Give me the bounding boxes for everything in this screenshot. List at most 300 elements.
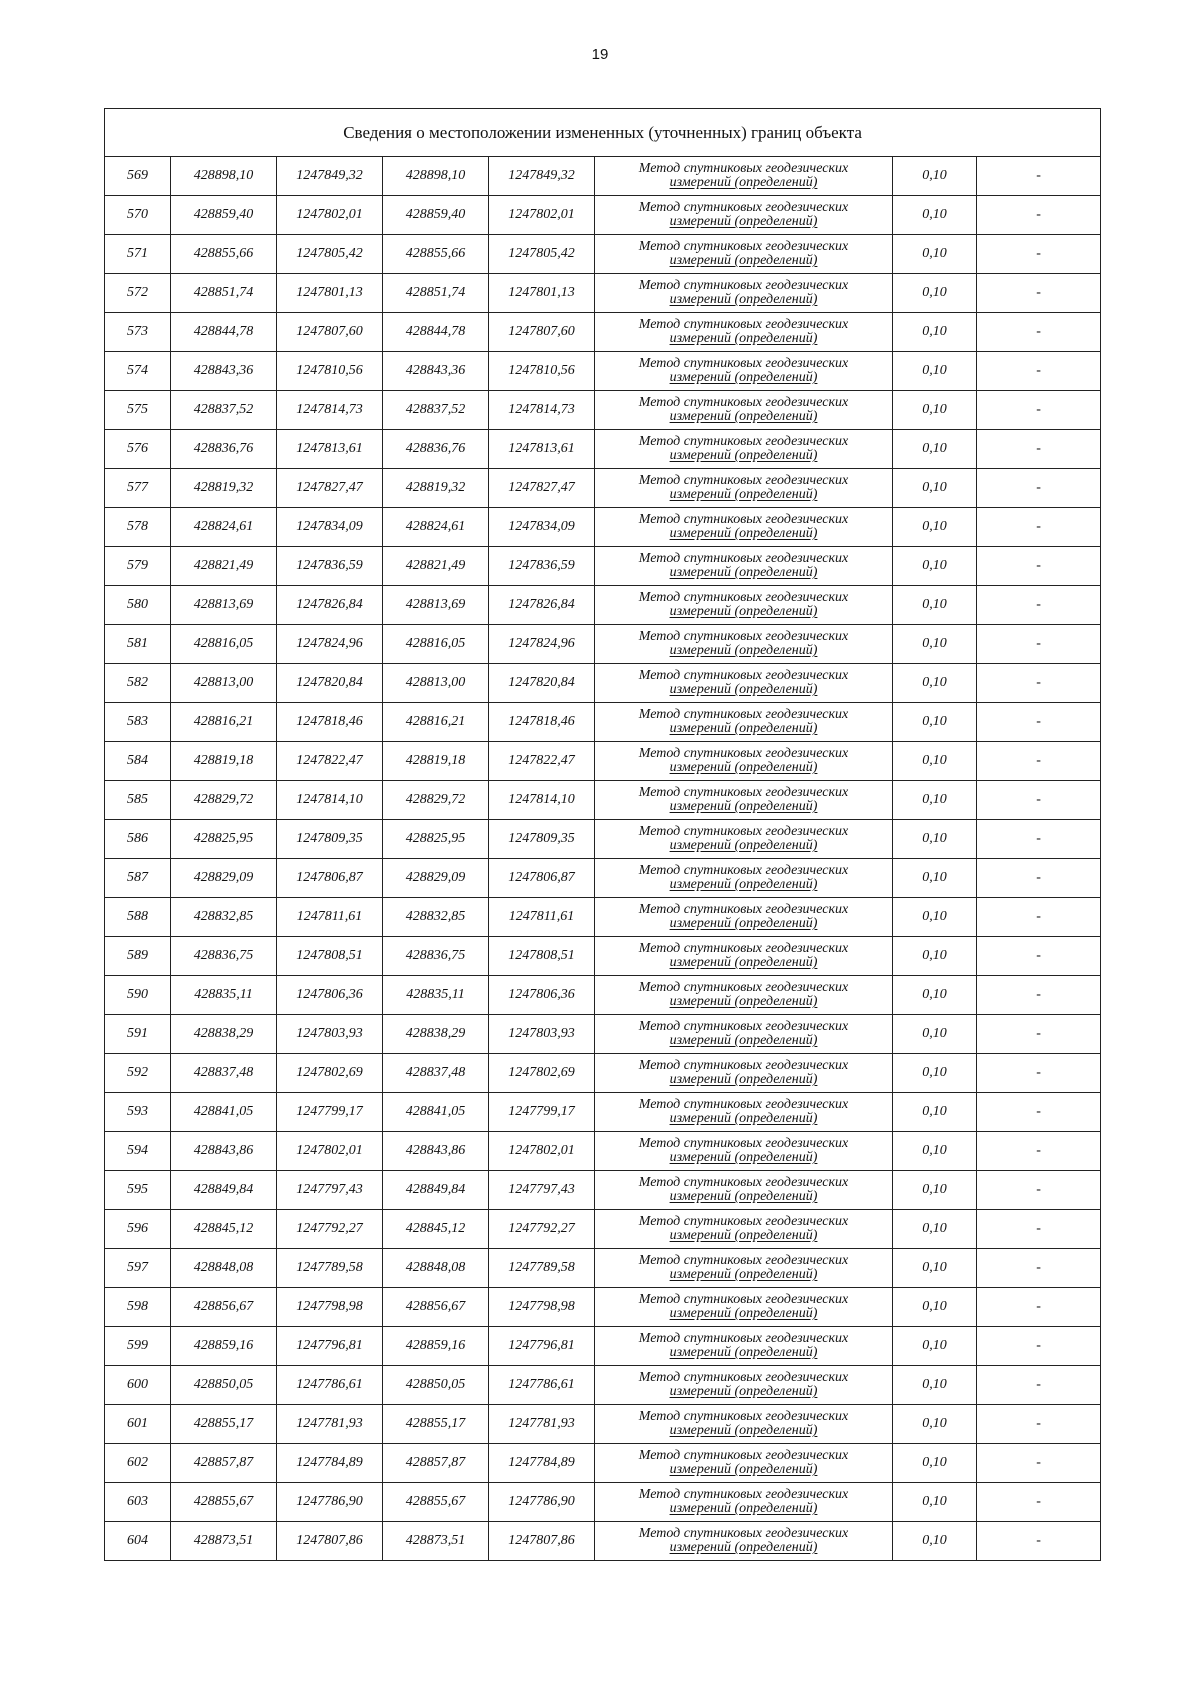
note-cell: - [977, 1210, 1101, 1249]
y-existing-cell: 1247814,10 [277, 781, 383, 820]
x-new-cell: 428855,17 [383, 1405, 489, 1444]
method-cell [595, 625, 893, 664]
method-line-1: Метод спутниковых геодезических [638, 1526, 849, 1541]
point-number-cell: 601 [105, 1405, 171, 1444]
method-line-2: измерений (определений) [669, 565, 818, 580]
x-new-cell: 428816,05 [383, 625, 489, 664]
x-existing-cell: 428821,49 [171, 547, 277, 586]
method-line-2: измерений (определений) [669, 682, 818, 697]
note-cell: - [977, 586, 1101, 625]
y-existing-cell: 1247849,32 [277, 157, 383, 196]
y-new-cell: 1247820,84 [489, 664, 595, 703]
table-row [105, 586, 1101, 625]
method-cell [595, 235, 893, 274]
x-new-cell: 428829,09 [383, 859, 489, 898]
point-number-cell: 572 [105, 274, 171, 313]
point-number-cell: 586 [105, 820, 171, 859]
x-existing-cell: 428843,86 [171, 1132, 277, 1171]
method-line-1: Метод спутниковых геодезических [638, 161, 849, 176]
y-existing-cell: 1247827,47 [277, 469, 383, 508]
note-cell: - [977, 898, 1101, 937]
table-row [105, 859, 1101, 898]
point-number-cell: 577 [105, 469, 171, 508]
method-cell [595, 1405, 893, 1444]
y-existing-cell: 1247802,69 [277, 1054, 383, 1093]
x-new-cell: 428850,05 [383, 1366, 489, 1405]
method-line-1: Метод спутниковых геодезических [638, 356, 849, 371]
method-cell [595, 547, 893, 586]
table-row [105, 1015, 1101, 1054]
x-existing-cell: 428844,78 [171, 313, 277, 352]
accuracy-cell: 0,10 [893, 586, 977, 625]
method-line-1: Метод спутниковых геодезических [638, 200, 849, 215]
x-new-cell: 428819,32 [383, 469, 489, 508]
method-line-1: Метод спутниковых геодезических [638, 1331, 849, 1346]
x-existing-cell: 428845,12 [171, 1210, 277, 1249]
note-cell: - [977, 1327, 1101, 1366]
table-row [105, 664, 1101, 703]
y-new-cell: 1247789,58 [489, 1249, 595, 1288]
method-cell [595, 469, 893, 508]
note-cell: - [977, 547, 1101, 586]
table-row [105, 781, 1101, 820]
accuracy-cell: 0,10 [893, 1522, 977, 1561]
method-line-2: измерений (определений) [669, 838, 818, 853]
x-new-cell: 428813,00 [383, 664, 489, 703]
method-line-2: измерений (определений) [669, 1345, 818, 1360]
x-existing-cell: 428837,48 [171, 1054, 277, 1093]
method-cell [595, 898, 893, 937]
x-new-cell: 428835,11 [383, 976, 489, 1015]
table-row [105, 976, 1101, 1015]
x-new-cell: 428849,84 [383, 1171, 489, 1210]
boundary-coordinates-table [104, 108, 1101, 1561]
y-existing-cell: 1247792,27 [277, 1210, 383, 1249]
point-number-cell: 578 [105, 508, 171, 547]
x-new-cell: 428837,48 [383, 1054, 489, 1093]
accuracy-cell: 0,10 [893, 859, 977, 898]
method-cell [595, 508, 893, 547]
x-new-cell: 428819,18 [383, 742, 489, 781]
x-new-cell: 428838,29 [383, 1015, 489, 1054]
accuracy-cell: 0,10 [893, 1405, 977, 1444]
y-existing-cell: 1247807,60 [277, 313, 383, 352]
accuracy-cell: 0,10 [893, 1015, 977, 1054]
x-new-cell: 428816,21 [383, 703, 489, 742]
x-existing-cell: 428824,61 [171, 508, 277, 547]
x-new-cell: 428855,66 [383, 235, 489, 274]
point-number-cell: 594 [105, 1132, 171, 1171]
method-cell [595, 1249, 893, 1288]
method-line-1: Метод спутниковых геодезических [638, 785, 849, 800]
point-number-cell: 590 [105, 976, 171, 1015]
method-cell [595, 274, 893, 313]
method-line-2: измерений (определений) [669, 331, 818, 346]
accuracy-cell: 0,10 [893, 391, 977, 430]
method-line-1: Метод спутниковых геодезических [638, 1448, 849, 1463]
table-row [105, 1366, 1101, 1405]
method-line-1: Метод спутниковых геодезических [638, 1097, 849, 1112]
method-line-2: измерений (определений) [669, 1228, 818, 1243]
note-cell: - [977, 1444, 1101, 1483]
method-line-2: измерений (определений) [669, 1189, 818, 1204]
accuracy-cell: 0,10 [893, 898, 977, 937]
y-existing-cell: 1247813,61 [277, 430, 383, 469]
method-line-2: измерений (определений) [669, 799, 818, 814]
x-existing-cell: 428816,21 [171, 703, 277, 742]
note-cell: - [977, 1483, 1101, 1522]
x-existing-cell: 428850,05 [171, 1366, 277, 1405]
note-cell: - [977, 352, 1101, 391]
note-cell: - [977, 313, 1101, 352]
x-new-cell: 428859,16 [383, 1327, 489, 1366]
accuracy-cell: 0,10 [893, 1210, 977, 1249]
note-cell: - [977, 1249, 1101, 1288]
accuracy-cell: 0,10 [893, 1132, 977, 1171]
page-number: 19 [591, 46, 609, 63]
y-existing-cell: 1247801,13 [277, 274, 383, 313]
x-existing-cell: 428848,08 [171, 1249, 277, 1288]
accuracy-cell: 0,10 [893, 274, 977, 313]
note-cell: - [977, 820, 1101, 859]
y-new-cell: 1247786,61 [489, 1366, 595, 1405]
method-line-1: Метод спутниковых геодезических [638, 1292, 849, 1307]
x-new-cell: 428825,95 [383, 820, 489, 859]
note-cell: - [977, 157, 1101, 196]
accuracy-cell: 0,10 [893, 742, 977, 781]
method-line-2: измерений (определений) [669, 175, 818, 190]
y-new-cell: 1247809,35 [489, 820, 595, 859]
point-number-cell: 596 [105, 1210, 171, 1249]
method-cell [595, 1522, 893, 1561]
accuracy-cell: 0,10 [893, 1093, 977, 1132]
point-number-cell: 603 [105, 1483, 171, 1522]
table-row [105, 1288, 1101, 1327]
x-existing-cell: 428856,67 [171, 1288, 277, 1327]
method-cell [595, 313, 893, 352]
x-new-cell: 428841,05 [383, 1093, 489, 1132]
table-row [105, 235, 1101, 274]
x-existing-cell: 428838,29 [171, 1015, 277, 1054]
x-existing-cell: 428819,18 [171, 742, 277, 781]
method-line-2: измерений (определений) [669, 409, 818, 424]
method-line-2: измерений (определений) [669, 1111, 818, 1126]
method-cell [595, 703, 893, 742]
accuracy-cell: 0,10 [893, 976, 977, 1015]
accuracy-cell: 0,10 [893, 469, 977, 508]
method-line-1: Метод спутниковых геодезических [638, 863, 849, 878]
method-line-1: Метод спутниковых геодезических [638, 239, 849, 254]
accuracy-cell: 0,10 [893, 937, 977, 976]
method-cell [595, 742, 893, 781]
method-line-2: измерений (определений) [669, 253, 818, 268]
y-existing-cell: 1247802,01 [277, 196, 383, 235]
method-line-2: измерений (определений) [669, 1267, 818, 1282]
y-existing-cell: 1247824,96 [277, 625, 383, 664]
table-title: Сведения о местоположении измененных (уточненных) границ объекта [105, 109, 1101, 157]
table-row [105, 625, 1101, 664]
method-line-2: измерений (определений) [669, 994, 818, 1009]
y-existing-cell: 1247798,98 [277, 1288, 383, 1327]
table-row [105, 1249, 1101, 1288]
method-line-2: измерений (определений) [669, 604, 818, 619]
note-cell: - [977, 976, 1101, 1015]
y-existing-cell: 1247799,17 [277, 1093, 383, 1132]
y-existing-cell: 1247806,87 [277, 859, 383, 898]
method-cell [595, 157, 893, 196]
y-new-cell: 1247822,47 [489, 742, 595, 781]
method-line-1: Метод спутниковых геодезических [638, 1253, 849, 1268]
x-new-cell: 428836,75 [383, 937, 489, 976]
method-cell [595, 781, 893, 820]
y-new-cell: 1247827,47 [489, 469, 595, 508]
y-new-cell: 1247792,27 [489, 1210, 595, 1249]
table-row [105, 274, 1101, 313]
y-new-cell: 1247799,17 [489, 1093, 595, 1132]
x-new-cell: 428857,87 [383, 1444, 489, 1483]
x-existing-cell: 428829,09 [171, 859, 277, 898]
x-existing-cell: 428849,84 [171, 1171, 277, 1210]
y-existing-cell: 1247807,86 [277, 1522, 383, 1561]
note-cell: - [977, 1366, 1101, 1405]
point-number-cell: 602 [105, 1444, 171, 1483]
x-existing-cell: 428835,11 [171, 976, 277, 1015]
accuracy-cell: 0,10 [893, 508, 977, 547]
y-new-cell: 1247818,46 [489, 703, 595, 742]
method-line-1: Метод спутниковых геодезических [638, 668, 849, 683]
y-existing-cell: 1247797,43 [277, 1171, 383, 1210]
method-line-1: Метод спутниковых геодезических [638, 1214, 849, 1229]
method-line-2: измерений (определений) [669, 1072, 818, 1087]
note-cell: - [977, 235, 1101, 274]
method-cell [595, 937, 893, 976]
method-cell [595, 1366, 893, 1405]
table-row [105, 898, 1101, 937]
note-cell: - [977, 508, 1101, 547]
y-existing-cell: 1247784,89 [277, 1444, 383, 1483]
method-cell [595, 664, 893, 703]
y-existing-cell: 1247781,93 [277, 1405, 383, 1444]
y-new-cell: 1247797,43 [489, 1171, 595, 1210]
point-number-cell: 591 [105, 1015, 171, 1054]
y-existing-cell: 1247820,84 [277, 664, 383, 703]
x-existing-cell: 428855,17 [171, 1405, 277, 1444]
accuracy-cell: 0,10 [893, 1054, 977, 1093]
y-new-cell: 1247803,93 [489, 1015, 595, 1054]
method-line-1: Метод спутниковых геодезических [638, 824, 849, 839]
y-new-cell: 1247813,61 [489, 430, 595, 469]
y-new-cell: 1247805,42 [489, 235, 595, 274]
note-cell: - [977, 1015, 1101, 1054]
point-number-cell: 600 [105, 1366, 171, 1405]
y-existing-cell: 1247806,36 [277, 976, 383, 1015]
method-cell [595, 430, 893, 469]
method-line-2: измерений (определений) [669, 448, 818, 463]
method-line-1: Метод спутниковых геодезических [638, 512, 849, 527]
method-line-1: Метод спутниковых геодезических [638, 707, 849, 722]
x-existing-cell: 428898,10 [171, 157, 277, 196]
accuracy-cell: 0,10 [893, 1444, 977, 1483]
note-cell: - [977, 1171, 1101, 1210]
table-title-row [105, 109, 1101, 157]
x-existing-cell: 428816,05 [171, 625, 277, 664]
accuracy-cell: 0,10 [893, 625, 977, 664]
accuracy-cell: 0,10 [893, 1483, 977, 1522]
table-row [105, 1444, 1101, 1483]
y-new-cell: 1247806,36 [489, 976, 595, 1015]
point-number-cell: 582 [105, 664, 171, 703]
note-cell: - [977, 742, 1101, 781]
method-cell [595, 976, 893, 1015]
method-cell [595, 1093, 893, 1132]
point-number-cell: 580 [105, 586, 171, 625]
table-row [105, 1132, 1101, 1171]
method-line-1: Метод спутниковых геодезических [638, 746, 849, 761]
method-cell [595, 391, 893, 430]
method-line-1: Метод спутниковых геодезических [638, 1058, 849, 1073]
note-cell: - [977, 469, 1101, 508]
x-new-cell: 428873,51 [383, 1522, 489, 1561]
table-row [105, 1171, 1101, 1210]
y-new-cell: 1247801,13 [489, 274, 595, 313]
point-number-cell: 595 [105, 1171, 171, 1210]
table-row [105, 313, 1101, 352]
method-line-1: Метод спутниковых геодезических [638, 278, 849, 293]
method-line-2: измерений (определений) [669, 877, 818, 892]
x-existing-cell: 428836,76 [171, 430, 277, 469]
y-existing-cell: 1247809,35 [277, 820, 383, 859]
point-number-cell: 581 [105, 625, 171, 664]
point-number-cell: 604 [105, 1522, 171, 1561]
method-line-2: измерений (определений) [669, 370, 818, 385]
method-line-1: Метод спутниковых геодезических [638, 941, 849, 956]
point-number-cell: 570 [105, 196, 171, 235]
method-line-1: Метод спутниковых геодезических [638, 1487, 849, 1502]
y-new-cell: 1247784,89 [489, 1444, 595, 1483]
note-cell: - [977, 1288, 1101, 1327]
note-cell: - [977, 664, 1101, 703]
method-cell [595, 352, 893, 391]
y-existing-cell: 1247808,51 [277, 937, 383, 976]
x-existing-cell: 428819,32 [171, 469, 277, 508]
method-line-2: измерений (определений) [669, 760, 818, 775]
method-line-1: Метод спутниковых геодезических [638, 395, 849, 410]
x-existing-cell: 428843,36 [171, 352, 277, 391]
table-row [105, 508, 1101, 547]
y-new-cell: 1247807,60 [489, 313, 595, 352]
note-cell: - [977, 430, 1101, 469]
method-cell [595, 1132, 893, 1171]
x-existing-cell: 428851,74 [171, 274, 277, 313]
note-cell: - [977, 703, 1101, 742]
method-cell [595, 1015, 893, 1054]
x-new-cell: 428837,52 [383, 391, 489, 430]
y-existing-cell: 1247810,56 [277, 352, 383, 391]
table-row [105, 1522, 1101, 1561]
method-line-1: Метод спутниковых геодезических [638, 902, 849, 917]
y-existing-cell: 1247826,84 [277, 586, 383, 625]
x-existing-cell: 428855,67 [171, 1483, 277, 1522]
method-line-1: Метод спутниковых геодезических [638, 629, 849, 644]
y-new-cell: 1247810,56 [489, 352, 595, 391]
x-new-cell: 428821,49 [383, 547, 489, 586]
note-cell: - [977, 391, 1101, 430]
x-new-cell: 428855,67 [383, 1483, 489, 1522]
table-row [105, 469, 1101, 508]
x-existing-cell: 428829,72 [171, 781, 277, 820]
x-existing-cell: 428836,75 [171, 937, 277, 976]
y-new-cell: 1247824,96 [489, 625, 595, 664]
point-number-cell: 589 [105, 937, 171, 976]
x-new-cell: 428829,72 [383, 781, 489, 820]
method-line-1: Метод спутниковых геодезических [638, 590, 849, 605]
method-line-1: Метод спутниковых геодезических [638, 1370, 849, 1385]
point-number-cell: 598 [105, 1288, 171, 1327]
accuracy-cell: 0,10 [893, 1249, 977, 1288]
method-line-1: Метод спутниковых геодезических [638, 1019, 849, 1034]
point-number-cell: 571 [105, 235, 171, 274]
x-new-cell: 428824,61 [383, 508, 489, 547]
y-existing-cell: 1247811,61 [277, 898, 383, 937]
table-row [105, 1327, 1101, 1366]
x-existing-cell: 428873,51 [171, 1522, 277, 1561]
accuracy-cell: 0,10 [893, 196, 977, 235]
x-new-cell: 428843,86 [383, 1132, 489, 1171]
table-row [105, 1483, 1101, 1522]
x-existing-cell: 428837,52 [171, 391, 277, 430]
note-cell: - [977, 625, 1101, 664]
point-number-cell: 575 [105, 391, 171, 430]
accuracy-cell: 0,10 [893, 352, 977, 391]
method-cell [595, 196, 893, 235]
method-cell [595, 586, 893, 625]
note-cell: - [977, 1093, 1101, 1132]
x-existing-cell: 428825,95 [171, 820, 277, 859]
method-line-2: измерений (определений) [669, 1384, 818, 1399]
note-cell: - [977, 274, 1101, 313]
y-new-cell: 1247798,98 [489, 1288, 595, 1327]
table-row [105, 391, 1101, 430]
note-cell: - [977, 781, 1101, 820]
accuracy-cell: 0,10 [893, 703, 977, 742]
y-new-cell: 1247806,87 [489, 859, 595, 898]
x-existing-cell: 428857,87 [171, 1444, 277, 1483]
method-line-2: измерений (определений) [669, 1150, 818, 1165]
method-cell [595, 1327, 893, 1366]
table-row [105, 1405, 1101, 1444]
note-cell: - [977, 1522, 1101, 1561]
point-number-cell: 574 [105, 352, 171, 391]
y-new-cell: 1247836,59 [489, 547, 595, 586]
x-new-cell: 428856,67 [383, 1288, 489, 1327]
x-new-cell: 428898,10 [383, 157, 489, 196]
y-new-cell: 1247786,90 [489, 1483, 595, 1522]
y-new-cell: 1247849,32 [489, 157, 595, 196]
note-cell: - [977, 859, 1101, 898]
point-number-cell: 599 [105, 1327, 171, 1366]
accuracy-cell: 0,10 [893, 1366, 977, 1405]
point-number-cell: 588 [105, 898, 171, 937]
x-existing-cell: 428813,69 [171, 586, 277, 625]
note-cell: - [977, 1405, 1101, 1444]
method-line-2: измерений (определений) [669, 526, 818, 541]
table-row [105, 703, 1101, 742]
method-line-1: Метод спутниковых геодезических [638, 434, 849, 449]
x-existing-cell: 428841,05 [171, 1093, 277, 1132]
method-line-2: измерений (определений) [669, 1033, 818, 1048]
method-line-2: измерений (определений) [669, 1501, 818, 1516]
table-row [105, 937, 1101, 976]
